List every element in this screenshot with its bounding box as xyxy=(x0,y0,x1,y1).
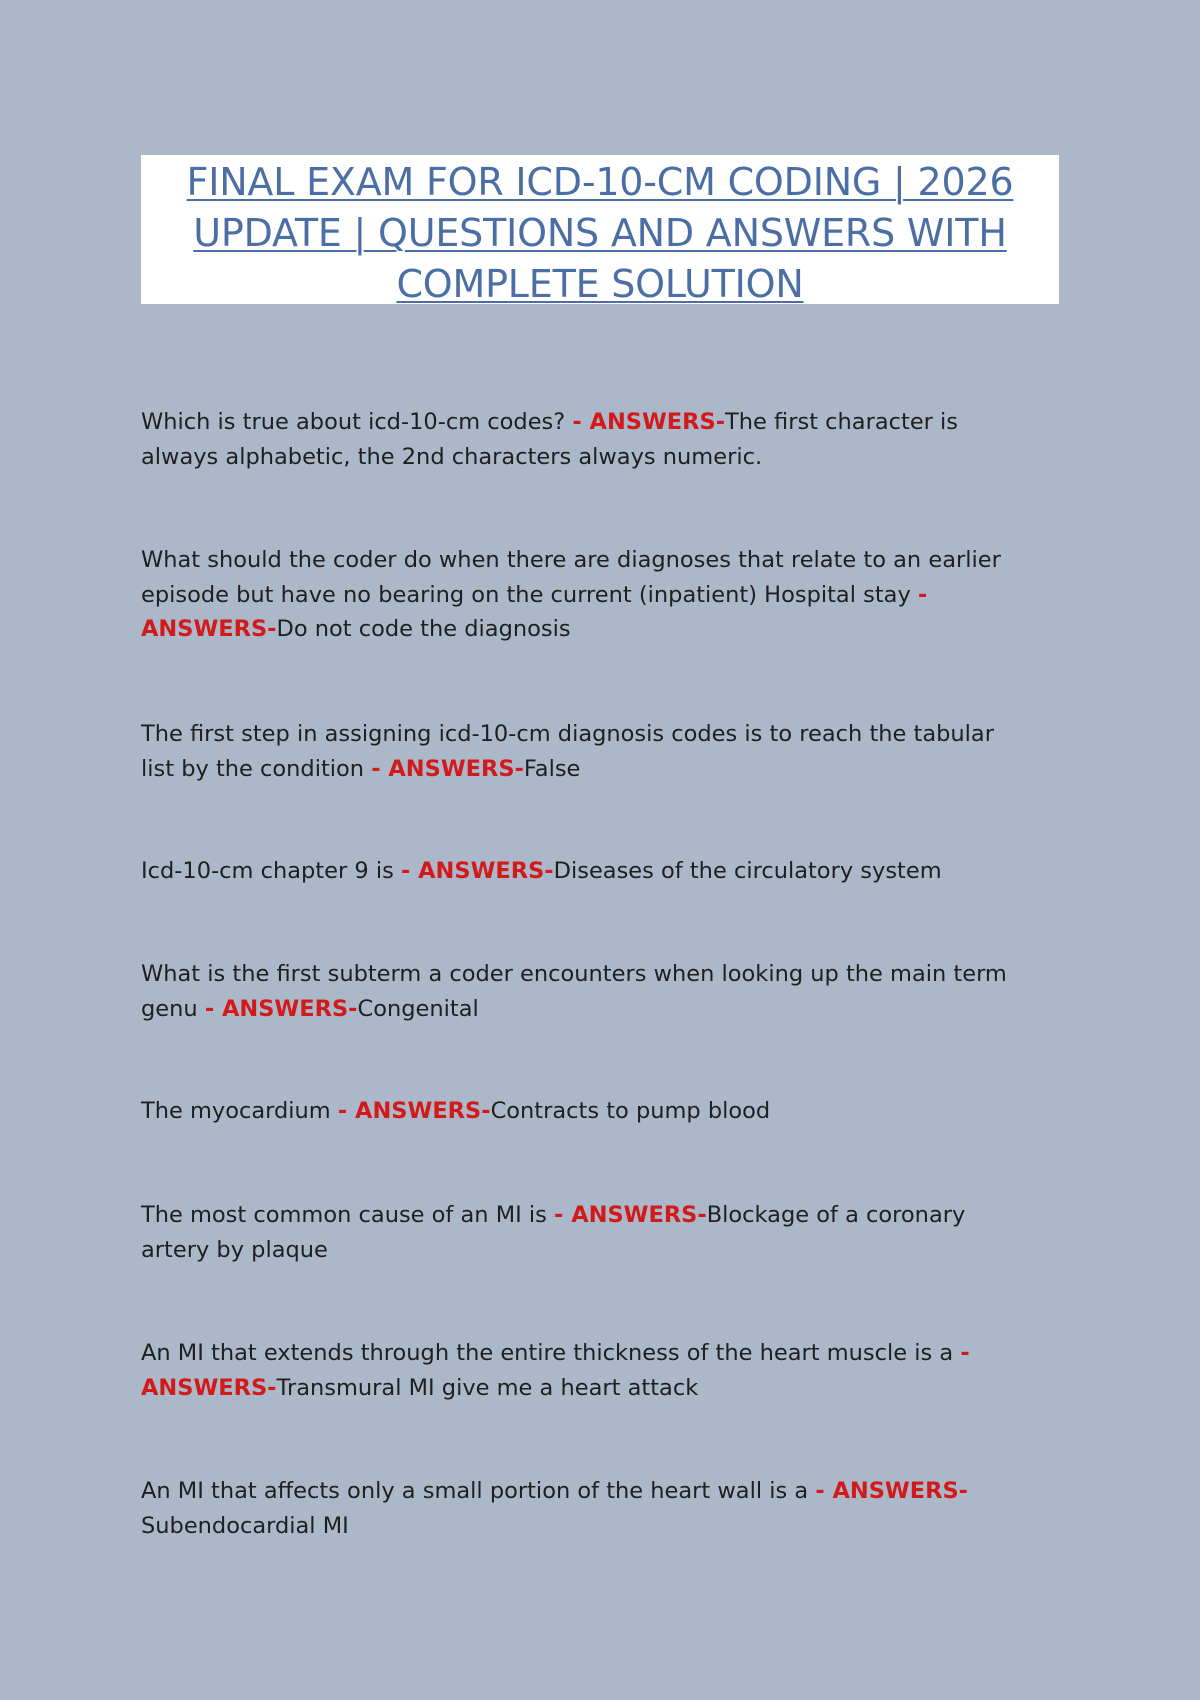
qa-item-5 xyxy=(141,957,1066,1026)
title-line: FINAL EXAM FOR ICD-10-CM CODING | 2026 xyxy=(186,160,1014,204)
qa-line xyxy=(141,717,1066,752)
title-line: COMPLETE SOLUTION xyxy=(396,262,804,306)
title-line: UPDATE | QUESTIONS AND ANSWERS WITH xyxy=(193,211,1007,255)
question-text: The myocardium xyxy=(141,1098,338,1124)
qa-item-8 xyxy=(141,1336,1066,1405)
question-text: genu xyxy=(141,995,205,1022)
answer-text: The first character is xyxy=(725,409,959,435)
qa-item-9 xyxy=(141,1474,1066,1543)
answer-marker: - ANSWERS- xyxy=(204,995,358,1022)
qa-line xyxy=(141,1198,1066,1233)
question-text: What should the coder do when there are diagnoses that relate to an earlier xyxy=(141,547,1001,573)
answer-marker: - ANSWERS- xyxy=(337,1098,491,1124)
answer-marker: ANSWERS- xyxy=(141,616,277,642)
answer-marker: - ANSWERS- xyxy=(572,409,726,435)
qa-line xyxy=(141,752,1066,787)
qa-line xyxy=(141,1094,1066,1129)
answer-text: Contracts to pump blood xyxy=(490,1098,771,1124)
qa-line xyxy=(141,543,1066,578)
question-text: The most common cause of an MI is xyxy=(141,1202,555,1228)
answer-text: Subendocardial MI xyxy=(141,1512,349,1539)
answer-marker: - ANSWERS- xyxy=(815,1478,968,1504)
qa-line xyxy=(141,1371,1066,1406)
qa-line xyxy=(141,957,1066,992)
qa-item-4 xyxy=(141,854,1066,889)
qa-line xyxy=(141,1233,1066,1268)
question-text: always alphabetic, the 2nd characters always numeric. xyxy=(141,443,763,470)
question-text: What is the first subterm a coder encounters when looking up the main term xyxy=(141,961,1007,987)
answer-marker: - ANSWERS- xyxy=(371,755,524,782)
answer-marker: - ANSWERS- xyxy=(400,858,554,884)
question-text: Which is true about icd-10-cm codes? xyxy=(141,409,573,435)
document-title xyxy=(141,155,1059,304)
question-text: list by the condition xyxy=(141,755,372,782)
qa-line xyxy=(141,1336,1066,1371)
answer-text: Blockage of a coronary xyxy=(706,1202,966,1228)
answer-marker: ANSWERS- xyxy=(141,1374,277,1401)
qa-line xyxy=(141,612,1066,647)
qa-line xyxy=(141,440,1066,475)
question-text: Icd-10-cm chapter 9 is xyxy=(141,858,401,884)
qa-line xyxy=(141,578,1066,613)
answer-marker: - ANSWERS- xyxy=(554,1202,707,1228)
answer-text: Do not code the diagnosis xyxy=(276,616,571,642)
qa-item-1 xyxy=(141,405,1066,474)
answer-text: False xyxy=(523,755,581,782)
answer-text: Transmural MI give me a heart attack xyxy=(276,1374,699,1401)
qa-line xyxy=(141,992,1066,1027)
qa-line xyxy=(141,1474,1066,1509)
answer-text: Congenital xyxy=(357,995,479,1022)
answer-marker: - xyxy=(917,581,928,608)
question-text: episode but have no bearing on the current (inpatient) Hospital stay xyxy=(141,581,918,608)
question-text: An MI that affects only a small portion of the heart wall is a xyxy=(141,1478,816,1504)
question-text: The first step in assigning icd-10-cm diagnosis codes is to reach the tabular xyxy=(141,721,994,747)
qa-item-3 xyxy=(141,717,1066,786)
qa-item-6 xyxy=(141,1094,1066,1129)
answer-marker: - xyxy=(960,1340,970,1366)
question-text: artery by plaque xyxy=(141,1236,328,1263)
question-text: An MI that extends through the entire thickness of the heart muscle is a xyxy=(141,1340,961,1366)
qa-item-7 xyxy=(141,1198,1066,1267)
qa-line xyxy=(141,854,1066,889)
answer-text: Diseases of the circulatory system xyxy=(553,858,942,884)
qa-item-2 xyxy=(141,543,1066,647)
qa-line xyxy=(141,405,1066,440)
qa-line xyxy=(141,1509,1066,1544)
